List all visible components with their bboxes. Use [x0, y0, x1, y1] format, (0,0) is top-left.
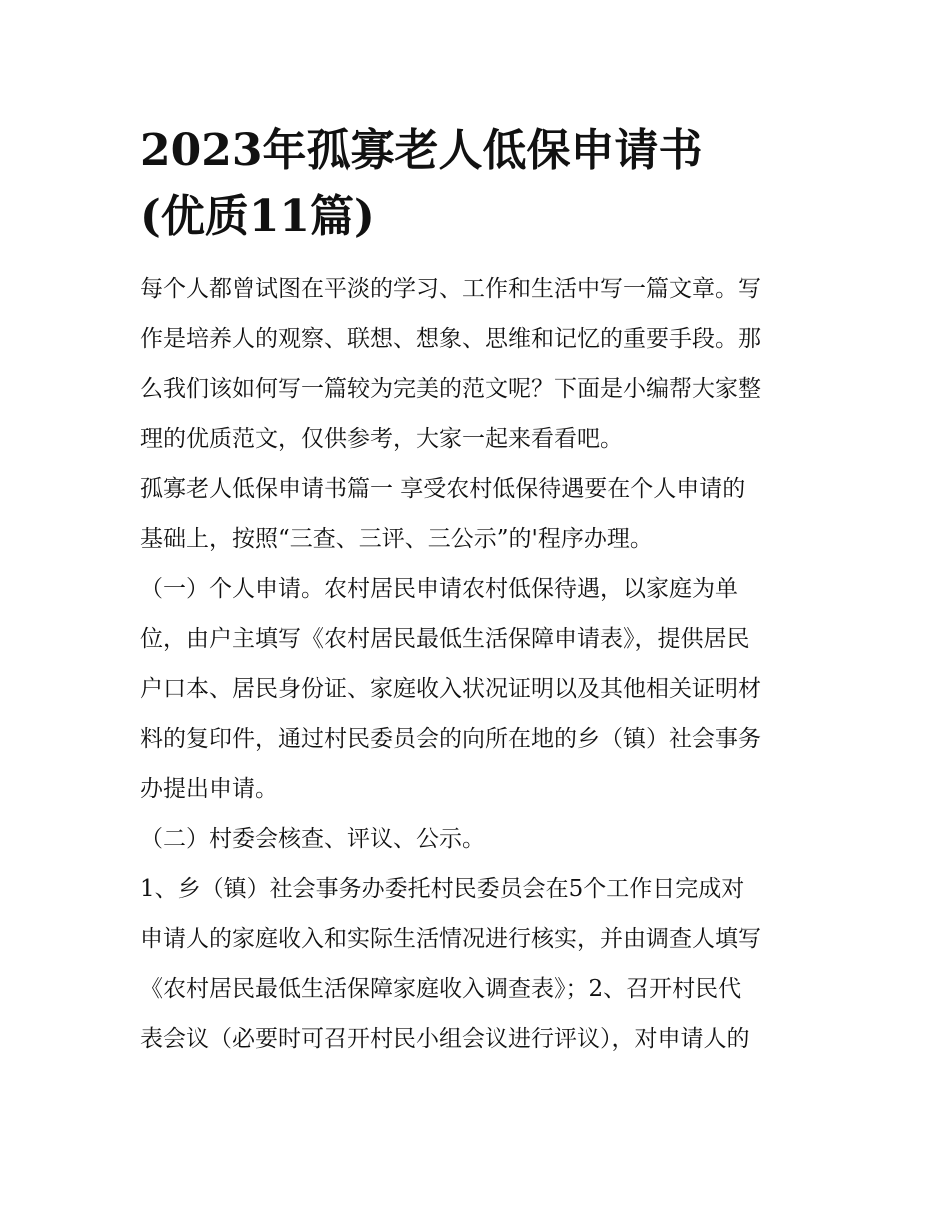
- document-page: [140, 118, 820, 1064]
- body-line-12: （二）村委会核查、评议、公示。: [140, 826, 485, 852]
- body-line-6: 基础上，按照“三查、三评、三公示”的'程序办理。: [140, 526, 653, 552]
- body-line-13: 1、乡（镇）社会事务办委托村民委员会在5个工作日完成对: [140, 876, 745, 902]
- body-line-15: 《农村居民最低生活保障家庭收入调查表》；2、召开村民代: [140, 976, 742, 1002]
- personal-application-paragraph: [140, 564, 820, 814]
- body-line-16: 表会议（必要时可召开村民小组会议进行评议），对申请人的: [140, 1026, 750, 1052]
- body-line-2: 作是培养人的观察、联想、想象、思维和记忆的重要手段。那: [140, 326, 761, 352]
- intro-paragraph: [140, 264, 820, 464]
- body-line-11: 办提出申请。: [140, 776, 278, 802]
- body-line-1: 每个人都曾试图在平淡的学习、工作和生活中写一篇文章。写: [140, 276, 761, 302]
- title-line-2: (优质11篇): [140, 191, 375, 242]
- village-review-paragraph: [140, 864, 820, 1064]
- village-review-heading: [140, 814, 820, 864]
- body-line-4: 理的优质范文，仅供参考，大家一起来看看吧。: [140, 426, 623, 452]
- body-line-14: 申请人的家庭收入和实际生活情况进行核实，并由调查人填写: [140, 926, 761, 952]
- body-line-8: 位，由户主填写《农村居民最低生活保障申请表》，提供居民: [140, 626, 750, 652]
- body-line-10: 料的复印件，通过村民委员会的向所在地的乡（镇）社会事务: [140, 726, 761, 752]
- body-line-9: 户口本、居民身份证、家庭收入状况证明以及其他相关证明材: [140, 676, 761, 702]
- body-line-3: 么我们该如何写一篇较为完美的范文呢？下面是小编帮大家整: [140, 376, 761, 402]
- section-1-paragraph: [140, 464, 820, 564]
- title-line-1: 2023年孤寡老人低保申请书: [140, 125, 703, 176]
- body-line-7: （一）个人申请。农村居民申请农村低保待遇，以家庭为单: [140, 576, 738, 602]
- document-title: [140, 118, 820, 250]
- body-line-5: 孤寡老人低保申请书篇一 享受农村低保待遇要在个人申请的: [140, 476, 746, 502]
- document-body: [140, 264, 820, 1064]
